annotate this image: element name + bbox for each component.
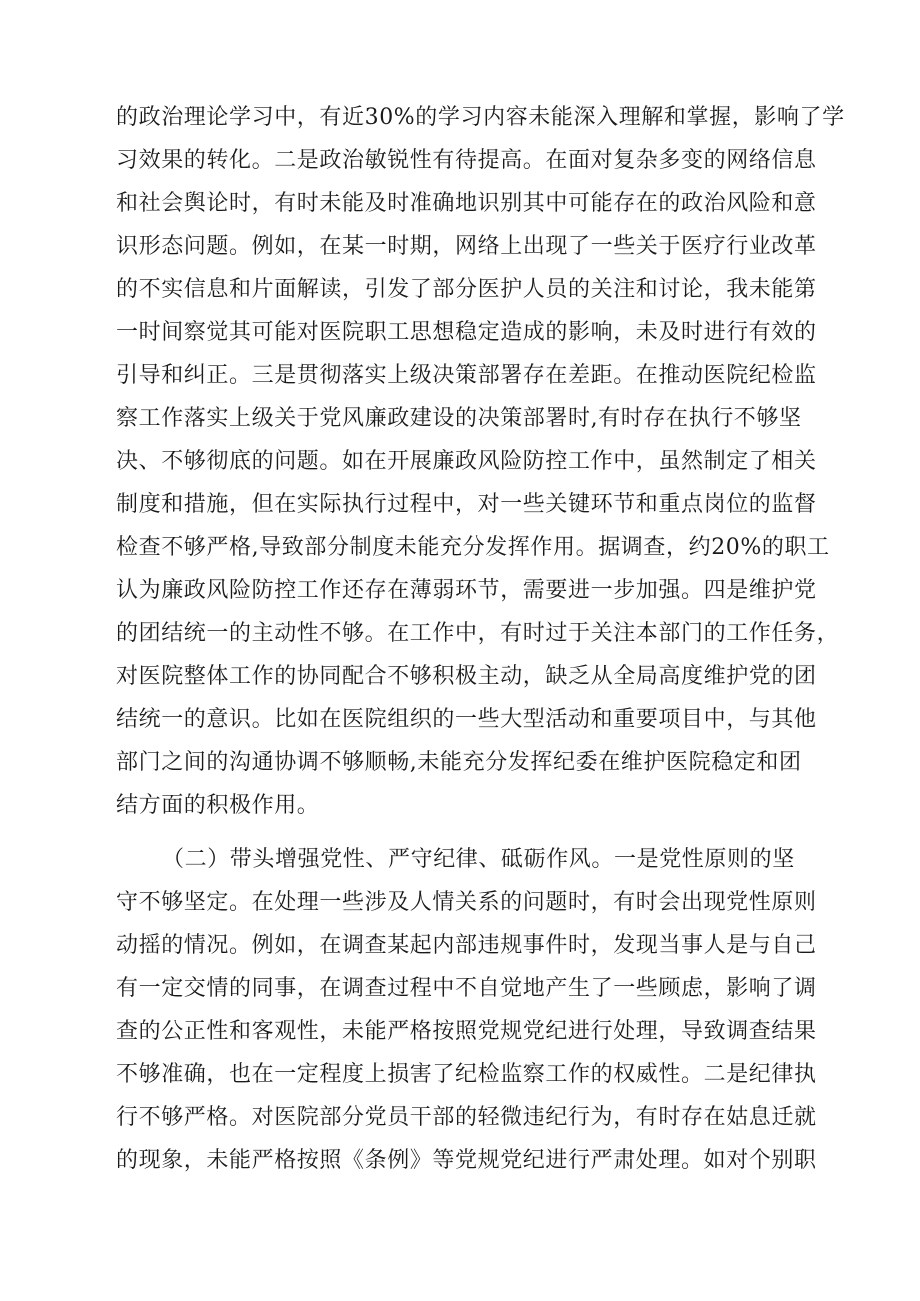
text-line: 部门之间的沟通协调不够顺畅,未能充分发挥纪委在维护医院稳定和团 <box>116 750 802 775</box>
text-line: 制度和措施，但在实际执行过程中，对一些关键环节和重点岗位的监督 <box>116 492 817 517</box>
text-line: 和社会舆论时，有时未能及时准确地识别其中可能存在的政治风险和意 <box>116 191 817 216</box>
text-line: 一时间察觉其可能对医院职工思想稳定造成的影响，未及时进行有效的 <box>116 320 817 345</box>
text-line: 察工作落实上级关于党风廉政建设的决策部署时,有时存在执行不够坚 <box>116 406 802 431</box>
text-line: 对医院整体工作的协同配合不够积极主动，缺乏从全局高度维护党的团 <box>116 664 817 689</box>
text-line: 不够准确，也在一定程度上损害了纪检监察工作的权威性。二是纪律执 <box>116 1062 817 1087</box>
text-line: 习效果的转化。二是政治敏锐性有待提高。在面对复杂多变的网络信息 <box>116 148 817 173</box>
text-line: 的现象，未能严格按照《条例》等党规党纪进行严肃处理。如对个别职 <box>116 1148 817 1173</box>
text-line: 行不够严格。对医院部分党员干部的轻微违纪行为，有时存在姑息迁就 <box>116 1105 817 1130</box>
text-line: 的团结统一的主动性不够。在工作中，有时过于关注本部门的工作任务， <box>116 621 840 646</box>
text-line: 守不够坚定。在处理一些涉及人情关系的问题时，有时会出现党性原则 <box>116 890 817 915</box>
text-line: 结统一的意识。比如在医院组织的一些大型活动和重要项目中，与其他 <box>116 707 817 732</box>
text-line: 有一定交情的同事，在调查过程中不自觉地产生了一些顾虑，影响了调 <box>116 976 817 1001</box>
text-line: 检查不够严格,导致部分制度未能充分发挥作用。据调查，约20%的职工 <box>116 535 830 560</box>
text-line: 的不实信息和片面解读，引发了部分医护人员的关注和讨论，我未能第 <box>116 277 817 302</box>
section-heading-line: （二）带头增强党性、严守纪律、砥砺作风。一是党性原则的坚 <box>162 847 795 872</box>
text-line: 认为廉政风险防控工作还存在薄弱环节，需要进一步加强。四是维护党 <box>116 578 817 603</box>
text-line: 的政治理论学习中，有近30%的学习内容未能深入理解和掌握，影响了学 <box>116 105 845 130</box>
text-line: 决、不够彻底的问题。如在开展廉政风险防控工作中，虽然制定了相关 <box>116 449 817 474</box>
text-line: 动摇的情况。例如，在调查某起内部违规事件时，发现当事人是与自己 <box>116 933 817 958</box>
text-line: 查的公正性和客观性，未能严格按照党规党纪进行处理，导致调查结果 <box>116 1019 817 1044</box>
text-line: 结方面的积极作用。 <box>116 793 320 818</box>
text-line: 引导和纠正。三是贯彻落实上级决策部署存在差距。在推动医院纪检监 <box>116 363 817 388</box>
text-line: 识形态问题。例如，在某一时期，网络上出现了一些关于医疗行业改革 <box>116 234 817 259</box>
